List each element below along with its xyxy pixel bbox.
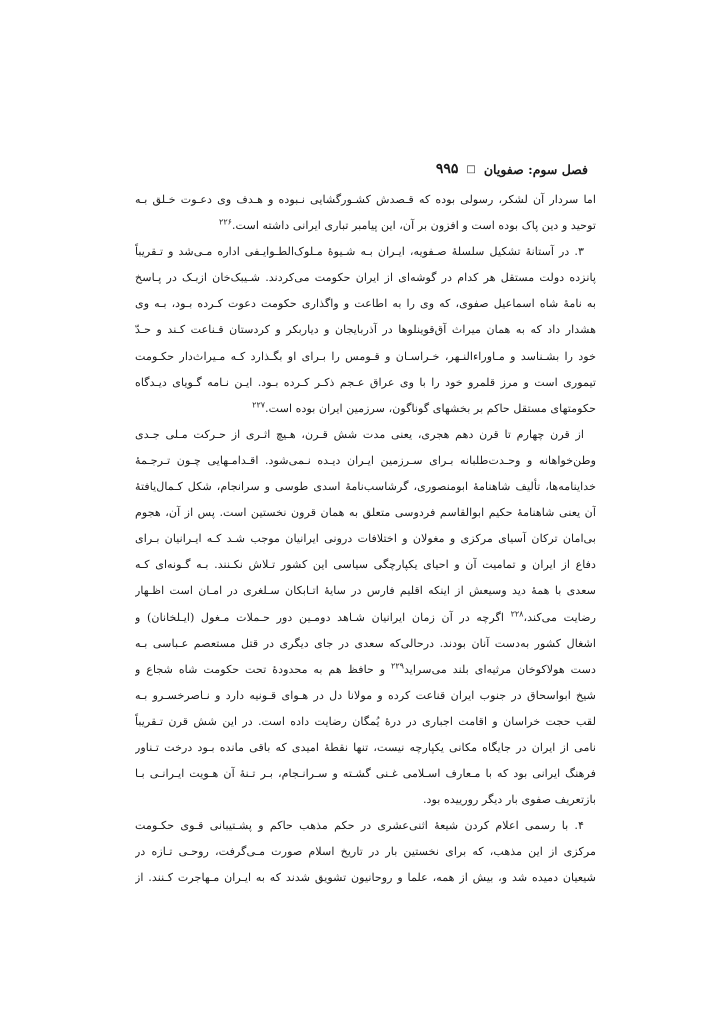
text-line xyxy=(135,552,596,578)
line-text: ۳. در آستانهٔ تشکیل سلسلهٔ صـفویه، ایـران بـه شـیوهٔ مـلوک‌الطـوایـفی اداره مـی‌شد و تـقریباً xyxy=(135,245,584,259)
line-text: دست هولاکوخان مرثیه‌ای بلند می‌سراید xyxy=(403,662,596,676)
line-text: اشغال کشور به‌دست آنان بودند. درحالی‌که سعدی در جای دیگری در قتل مستعصم عـباسی بـه xyxy=(135,636,596,650)
text-line xyxy=(135,526,596,552)
text-line xyxy=(135,578,596,604)
footnote-marker: ۲۲۷ xyxy=(252,400,266,410)
footnote-marker: ۲۲۶ xyxy=(219,217,232,227)
text-line xyxy=(135,631,596,657)
line-text-tail: و حافظ هم به محدودهٔ تحت حکومت شاه شجاع و xyxy=(135,662,392,676)
line-text: وطن‌خواهانه و وحـدت‌طلبانه بـرای سـرزمین ایـران دیـده نـمی‌شود. اقـدامـهایی چـون تـرجـمهٔ xyxy=(135,453,596,467)
text-line xyxy=(135,709,596,735)
text-line xyxy=(135,865,596,891)
line-text: هشدار داد که به همان میراث آق‌قوینلوها در آذربایجان و دیاربکر و کردستان قـناعت کـند و حـدّ xyxy=(135,323,596,337)
text-line xyxy=(135,735,596,761)
text-line xyxy=(135,317,596,343)
text-line xyxy=(135,370,596,396)
line-text: رضایت می‌کند، xyxy=(523,610,596,624)
text-line xyxy=(135,422,596,448)
text-line xyxy=(135,213,596,239)
text-line xyxy=(135,813,596,839)
text-line xyxy=(135,291,596,317)
line-text: به نامهٔ شاه اسماعیل صفوی، که وی را به اطاعت و واگذاری حکومت دعوت کـرده بـود، بـه وی xyxy=(135,297,596,311)
text-line xyxy=(135,657,596,683)
line-text: مرکزی از این مذهب، که برای نخستین بار در تاریخ اسلام صورت مـی‌گرفت، روحـی تـازه در xyxy=(135,845,596,859)
line-text: شیعیان دمیده شد و، بیش از همه، علما و روحانیون تشویق شدند که به ایـران مـهاجرت کـنند. از xyxy=(135,871,596,885)
body-text xyxy=(135,187,596,892)
chapter-title: فصل سوم: صفویان xyxy=(483,161,588,177)
line-text: دفاع از ایران و تمامیت آن و احیای یکپارچگی سیاسی این کشور تـلاش نکـنند. بـه گـونه‌ای کـه xyxy=(135,558,596,572)
text-line xyxy=(135,787,596,813)
running-header xyxy=(140,161,588,177)
line-text: بازتعریف صفوی بار دیگر رورییده بود. xyxy=(422,793,596,807)
line-text-tail: اگرچه در آن زمان ایرانیان شـاهد دومـین دور حـملات مـغول (ایـلخانان) و xyxy=(135,610,511,624)
text-line xyxy=(135,605,596,631)
footnote-marker: ۲۲۹ xyxy=(391,660,404,670)
text-line xyxy=(135,187,596,213)
text-line xyxy=(135,344,596,370)
text-line xyxy=(135,761,596,787)
line-text: از قرن چهارم تا قرن دهم هجری، یعنی مدت شش قـرن، هـیچ اثـری از حـرکت مـلی جـدی xyxy=(135,427,584,441)
footnote-marker: ۲۲۸ xyxy=(510,608,524,618)
line-text: سعدی با همهٔ دید وسیعش از اینکه اقلیم فارس در سایهٔ اتـابکان سـلغری در امـان است اظـهار xyxy=(135,584,596,598)
line-text: تیموری است و مرز قلمرو خود را با وی عراق عـجم ذکـر کـرده بـود. ایـن نـامه گـویای دیـدگاه xyxy=(135,375,596,389)
line-text: پانزده دولت مستقل هر کدام در گوشه‌ای از ایران حکومت می‌کردند. شـیبک‌خان ازبـک در پـاسخ xyxy=(135,271,596,285)
line-text: لقب حجت خراسان و اقامت اجباری در درهٔ یُمگان رضایت داده است. در این شش قرن تـقریباً xyxy=(135,714,596,728)
line-text: بی‌امان ترکان آسیای مرکزی و مغولان و اختلافات درونی ایرانیان موجب شـد کـه ایـرانیان بـرای xyxy=(135,532,596,546)
text-line xyxy=(135,448,596,474)
line-text: آن یعنی شاهنامهٔ حکیم ابوالقاسم فردوسی متعلق به همان قرون نخستین است. پس از آن، هجوم xyxy=(135,506,596,520)
line-text: ۴. با رسمی اعلام کردن شیعهٔ اثنی‌عشری در حکم مذهب حاکم و پشـتیبانی قـوی حکـومت xyxy=(135,819,584,833)
line-text: حکومتهای مستقل حاکم بر بخشهای گوناگون، سرزمین ایران بوده است. xyxy=(265,401,596,415)
text-line xyxy=(135,683,596,709)
text-line xyxy=(135,265,596,291)
line-text: شیخ ابواسحاق در جنوب ایران قناعت کرده و مولانا دل در هـوای قـونیه دارد و نـاصرخسـرو بـه xyxy=(135,688,596,702)
line-text: خداینامه‌ها، تألیف شاهنامهٔ ابومنصوری، گرشاسب‌نامهٔ اسدی طوسی و سرانجام، شکل کـمال‌یافتهٔ xyxy=(135,480,596,494)
text-line xyxy=(135,396,596,422)
line-text: نامی از ایران در جایگاه مکانی یکپارچه نیست، تنها نقطهٔ امیدی که باقی مانده بـود درخت تـناور xyxy=(135,740,596,754)
header-separator: □ xyxy=(466,163,476,175)
line-text: خود را بشـناسد و مـاوراءالنـهر، خـراسـان و قـومس را بـرای او بگـذارد کـه مـیراث‌دار حکـومت xyxy=(135,349,596,363)
text-line xyxy=(135,500,596,526)
text-line xyxy=(135,474,596,500)
text-line xyxy=(135,839,596,865)
line-text: اما سردار آن لشکر، رسولی بوده که قـصدش کشـورگشایی نـبوده و هـدف وی دعـوت خـلق بـه xyxy=(135,193,596,206)
text-line xyxy=(135,239,596,265)
line-text: توحید و دین پاک بوده است و افزون بر آن، این پیامبر تباری ایرانی داشته است. xyxy=(231,219,596,233)
page-number: ۹۹۵ xyxy=(435,161,459,177)
line-text: فرهنگ ایرانی بود که با مـعارف اسـلامی غـنی گشـته و سـرانـجام، بـر تـنهٔ آن هـویت ایـرانـی بـا xyxy=(135,767,596,781)
